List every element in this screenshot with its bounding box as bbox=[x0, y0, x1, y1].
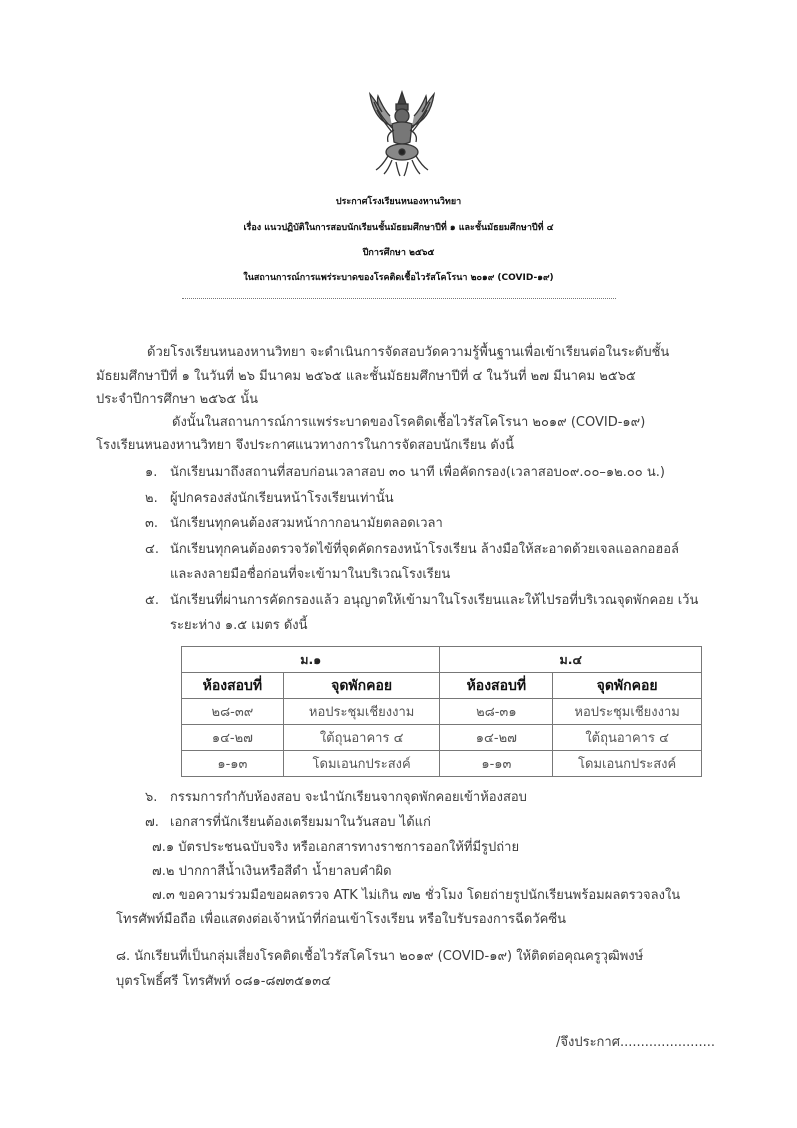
table-cell: ๑๔-๒๗ bbox=[440, 725, 553, 751]
intro-paragraph-line: ประจำปีการศึกษา ๒๕๖๕ นั้น bbox=[96, 392, 259, 407]
table-cell: โดมเอนกประสงค์ bbox=[553, 751, 702, 777]
intro-paragraph-line: ดังนั้นในสถานการณ์การแพร่ระบาดของโรคติดเชื้อไวรัสโคโรนา ๒๐๑๙ (COVID-๑๙) bbox=[172, 415, 646, 430]
item-number: ๒. bbox=[145, 491, 158, 506]
item-text: ผู้ปกครองส่งนักเรียนหน้าโรงเรียนเท่านั้น bbox=[170, 491, 394, 506]
item-text: ระยะห่าง ๑.๕ เมตร ดังนี้ bbox=[170, 618, 308, 633]
item-number: ๔. bbox=[145, 542, 159, 557]
table-cell: หอประชุมเชียงงาม bbox=[553, 699, 702, 725]
announcement-subject: เรื่อง แนวปฏิบัติในการสอบนักเรียนชั้นมัธยมศึกษาปีที่ ๑ และชั้นมัธยมศึกษาปีที่ ๔ bbox=[243, 223, 554, 233]
column-header: จุดพักคอย bbox=[553, 673, 702, 699]
table-row bbox=[182, 751, 702, 777]
subitem-7-3-continued: โทรศัพท์มือถือ เพื่อแสดงต่อเจ้าหน้าที่ก่อนเข้าโรงเรียน หรือใบรับรองการฉีดวัคซีน bbox=[116, 912, 567, 927]
academic-year: ปีการศึกษา ๒๕๖๕ bbox=[362, 248, 435, 258]
intro-paragraph-line: โรงเรียนหนองหานวิทยา จึงประกาศแนวทางการในการจัดสอบนักเรียน ดังนี้ bbox=[96, 438, 515, 453]
level-header-row bbox=[182, 647, 702, 673]
level-m1-header: ม.๑ bbox=[182, 647, 440, 673]
column-header: ห้องสอบที่ bbox=[182, 673, 284, 699]
item-8: ๘. นักเรียนที่เป็นกลุ่มเสี่ยงโรคติดเชื้อไวรัสโคโรนา ๒๐๑๙ (COVID-๑๙) ให้ติดต่อคุณครูวุฒิพงษ์ bbox=[116, 949, 644, 964]
item-number: ๓. bbox=[145, 516, 159, 531]
column-header-row bbox=[182, 673, 702, 699]
item-text: และลงลายมือชื่อก่อนที่จะเข้ามาในบริเวณโรงเรียน bbox=[170, 567, 451, 582]
column-header: ห้องสอบที่ bbox=[440, 673, 553, 699]
table-cell: ใต้ถุนอาคาร ๔ bbox=[553, 725, 702, 751]
subitem-7-2: ๗.๒ ปากกาสีน้ำเงินหรือสีดำ น้ำยาลบคำผิด bbox=[152, 864, 392, 879]
item-number: ๖. bbox=[145, 790, 158, 805]
announcement-title: ประกาศโรงเรียนหนองหานวิทยา bbox=[335, 197, 462, 207]
item-text: เอกสารที่นักเรียนต้องเตรียมมาในวันสอบ ได้แก่ bbox=[170, 815, 431, 830]
level-m4-header: ม.๔ bbox=[440, 647, 702, 673]
table-cell: ๒๘-๓๙ bbox=[182, 699, 284, 725]
table-cell: ๑๔-๒๗ bbox=[182, 725, 284, 751]
table-cell: หอประชุมเชียงงาม bbox=[283, 699, 440, 725]
intro-paragraph-line: ด้วยโรงเรียนหนองหานวิทยา จะดำเนินการจัดสอบวัดความรู้พื้นฐานเพื่อเข้าเรียนต่อในระดับชั้น bbox=[147, 345, 670, 360]
subitem-7-3: ๗.๓ ขอความร่วมมือขอผลตรวจ ATK ไม่เกิน ๗๒ ชั่วโมง โดยถ่ายรูปนักเรียนพร้อมผลตรวจลงใน bbox=[152, 888, 681, 903]
table-cell: ๑-๑๓ bbox=[182, 751, 284, 777]
table-cell: ใต้ถุนอาคาร ๔ bbox=[283, 725, 440, 751]
waiting-area-table bbox=[181, 646, 702, 777]
table-cell: ๑-๑๓ bbox=[440, 751, 553, 777]
table-row bbox=[182, 699, 702, 725]
subitem-7-1: ๗.๑ บัตรประชนฉบับจริง หรือเอกสารทางราชการออกให้ที่มีรูปถ่าย bbox=[152, 840, 520, 855]
dotted-separator bbox=[182, 298, 616, 299]
intro-paragraph-line: มัธยมศึกษาปีที่ ๑ ในวันที่ ๒๖ มีนาคม ๒๕๖๕ และชั้นมัธยมศึกษาปีที่ ๔ ในวันที่ ๒๗ มีนาคม ๒๕๖๕ bbox=[96, 369, 636, 384]
table-cell: ๒๘-๓๑ bbox=[440, 699, 553, 725]
table-row bbox=[182, 725, 702, 751]
item-text: กรรมการกำกับห้องสอบ จะนำนักเรียนจากจุดพักคอยเข้าห้องสอบ bbox=[170, 790, 527, 805]
item-text: นักเรียนที่ผ่านการคัดกรองแล้ว อนุญาตให้เข้ามาในโรงเรียนและให้ไปรอที่บริเวณจุดพักคอย เว้น bbox=[170, 593, 699, 608]
item-8-contact: บุตรโพธิ์ศรี โทรศัพท์ ๐๘๑-๘๗๓๕๑๓๔ bbox=[116, 974, 332, 989]
garuda-emblem-icon bbox=[352, 82, 452, 182]
table-cell: โดมเอนกประสงค์ bbox=[283, 751, 440, 777]
item-text: นักเรียนมาถึงสถานที่สอบก่อนเวลาสอบ ๓๐ นาที เพื่อคัดกรอง(เวลาสอบ๐๙.๐๐–๑๒.๐๐ น.) bbox=[170, 465, 665, 480]
item-number: ๕. bbox=[145, 593, 159, 608]
column-header: จุดพักคอย bbox=[283, 673, 440, 699]
item-number: ๑. bbox=[145, 465, 158, 480]
item-text: นักเรียนทุกคนต้องตรวจวัดไข้ที่จุดคัดกรองหน้าโรงเรียน ล้างมือให้สะอาดด้วยเจลแอลกอฮอล์ bbox=[170, 542, 680, 557]
item-text: นักเรียนทุกคนต้องสวมหน้ากากอนามัยตลอดเวลา bbox=[170, 516, 443, 531]
covid-situation-title: ในสถานการณ์การแพร่ระบาดของโรคติดเชื้อไวรัสโคโรนา ๒๐๑๙ (COVID-๑๙) bbox=[243, 273, 554, 283]
item-number: ๗. bbox=[145, 815, 159, 830]
continued-note: /จึงประกาศ....................... bbox=[556, 1035, 716, 1050]
